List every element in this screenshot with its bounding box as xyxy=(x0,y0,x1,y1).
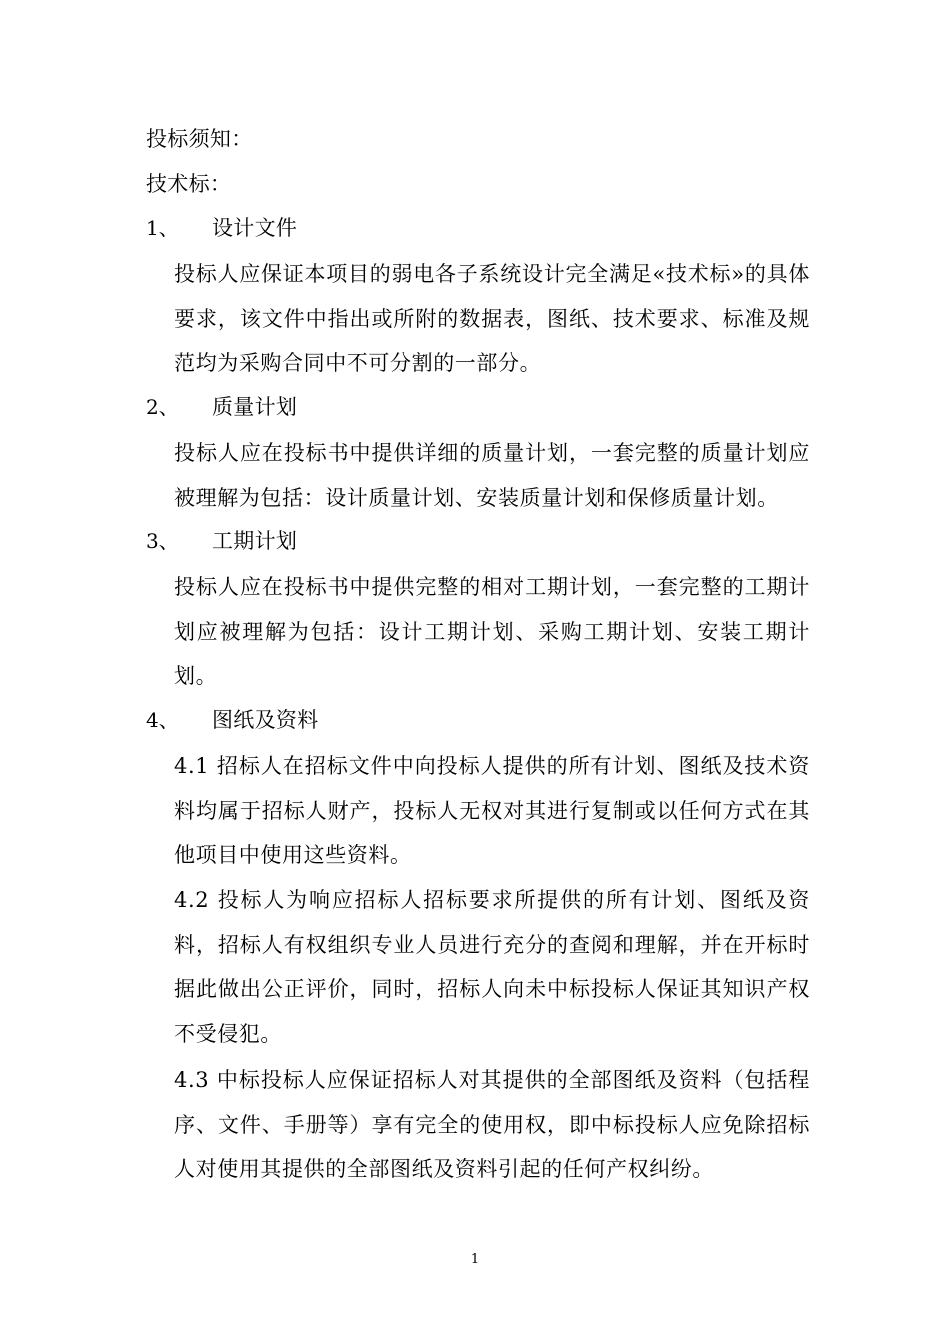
section-title: 设计文件 xyxy=(212,216,298,240)
section-number: 1、 xyxy=(146,216,179,240)
section-paragraph: 投标人应保证本项目的弱电各子系统设计完全满足«技术标»的具体要求，该文件中指出或所附的数据表，图纸、技术要求、标准及规范均为采购合同中不可分割的一部分。 xyxy=(174,262,810,375)
section-title: 工期计划 xyxy=(212,529,298,553)
section-paragraph: 4.1 招标人在招标文件中向投标人提供的所有计划、图纸及技术资料均属于招标人财产，投标人无权对其进行复制或以任何方式在其他项目中使用这些资料。 xyxy=(174,754,810,867)
section-paragraph: 4.3 中标投标人应保证招标人对其提供的全部图纸及资料（包括程序、文件、手册等）享有完全的使用权，即中标投标人应免除招标人对使用其提供的全部图纸及资料引起的任何产权纠纷。 xyxy=(174,1068,810,1181)
section-paragraph: 投标人应在投标书中提供详细的质量计划，一套完整的质量计划应被理解为包括：设计质量计划、安装质量计划和保修质量计划。 xyxy=(174,441,810,510)
section-number: 4、 xyxy=(146,708,179,732)
section-title: 质量计划 xyxy=(212,395,298,419)
document-title: 投标须知： xyxy=(146,127,253,151)
section-title: 图纸及资料 xyxy=(212,708,319,732)
section-number: 3、 xyxy=(146,529,179,553)
section-number: 2、 xyxy=(146,395,179,419)
section-paragraph: 投标人应在投标书中提供完整的相对工期计划，一套完整的工期计划应被理解为包括：设计工期计划、采购工期计划、安装工期计划。 xyxy=(174,575,810,688)
document-subtitle: 技术标： xyxy=(146,172,232,196)
section-paragraph: 4.2 投标人为响应招标人招标要求所提供的所有计划、图纸及资料，招标人有权组织专业人员进行充分的查阅和理解，并在开标时据此做出公正评价，同时，招标人向未中标投标人保证其知识产权不受侵犯。 xyxy=(174,888,810,1046)
page-number: 1 xyxy=(470,1252,480,1267)
